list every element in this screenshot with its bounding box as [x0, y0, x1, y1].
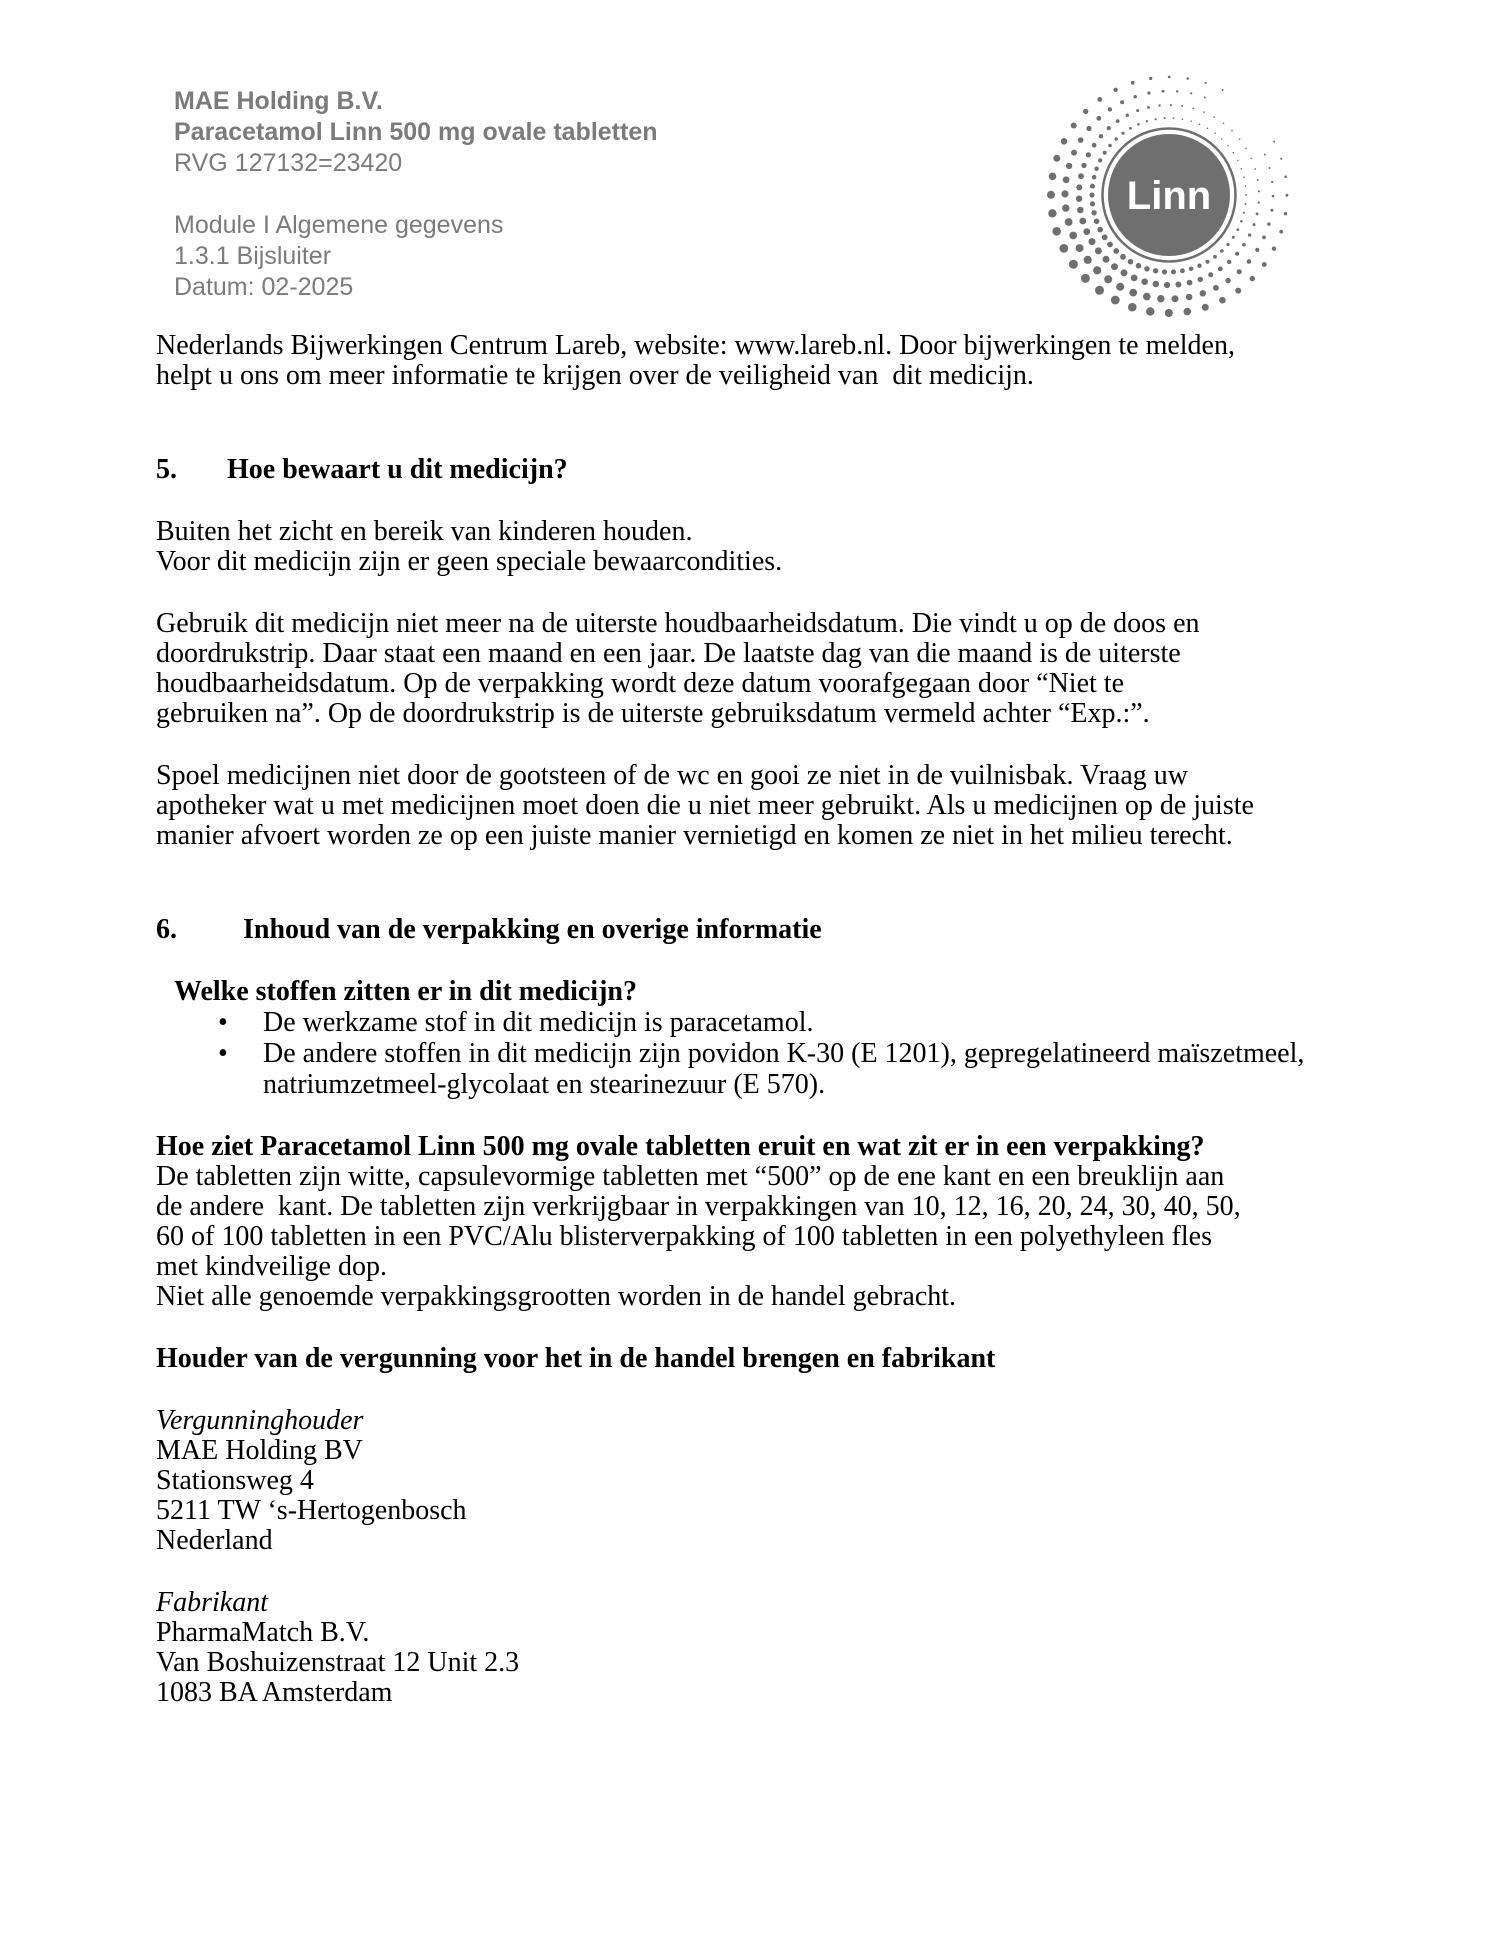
body-line: Niet alle genoemde verpakkingsgrootten worden in de handel gebracht. [156, 1281, 957, 1312]
bullet-text [263, 1038, 1304, 1100]
section-6-heading [156, 915, 1456, 945]
body-line: met kindveilige dop. [156, 1251, 387, 1282]
spacer [156, 391, 1456, 455]
body-line: De werkzame stof in dit medicijn is paracetamol. [263, 1007, 814, 1038]
header-date: Datum: 02-2025 [174, 273, 354, 301]
body-line: Spoel medicijnen niet door de gootsteen of de wc en gooi ze niet in de vuilnisbak. Vraag uw [156, 760, 1188, 791]
linn-logo [1047, 55, 1297, 317]
spacer [156, 945, 1456, 977]
subsection-title-houder: Houder van de vergunning voor het in de handel brengen en fabrikant [156, 1343, 996, 1374]
spacer [156, 851, 1456, 915]
bullet-icon: • [218, 1007, 228, 1038]
address-line: PharmaMatch B.V. [156, 1617, 370, 1648]
spacer [156, 729, 1456, 761]
address-line: 1083 BA Amsterdam [156, 1677, 393, 1708]
subsection-welke-stoffen [174, 977, 1456, 1100]
address-line: 5211 TW ‘s-Hertogenbosch [156, 1495, 467, 1526]
body-line: Buiten het zicht en bereik van kinderen houden. [156, 516, 693, 547]
header-product-title: Paracetamol Linn 500 mg ovale tabletten [174, 118, 658, 146]
address-line: Stationsweg 4 [156, 1465, 314, 1496]
section-number: 6. [156, 914, 177, 945]
paragraph-hoe-ziet [156, 1132, 1456, 1312]
body-line: 60 of 100 tabletten in een PVC/Alu blisterverpakking of 100 tabletten in een polyethyleen fles [156, 1221, 1212, 1252]
manufacturer-label: Fabrikant [156, 1587, 268, 1618]
body-line: houdbaarheidsdatum. Op de verpakking wordt deze datum voorafgegaan door “Niet te [156, 668, 1124, 699]
body-line: De tabletten zijn witte, capsulevormige tabletten met “500” op de ene kant en een breuklijn aan [156, 1161, 1225, 1192]
spacer [156, 1556, 1456, 1588]
bullet-item [174, 1007, 1456, 1038]
manufacturer-block [156, 1588, 1456, 1708]
subsection-title: Hoe ziet Paracetamol Linn 500 mg ovale tabletten eruit en wat zit er in een verpakking? [156, 1131, 1205, 1162]
body-line: Nederlands Bijwerkingen Centrum Lareb, website: www.lareb.nl. Door bijwerkingen te melden, [156, 330, 1235, 361]
paragraph-houdbaarheid [156, 609, 1456, 729]
header-module: Module I Algemene gegevens [174, 211, 504, 239]
body-line: doordrukstrip. Daar staat een maand en een jaar. De laatste dag van die maand is de uiterste [156, 638, 1181, 669]
address-line: MAE Holding BV [156, 1435, 363, 1466]
logo-text: Linn [1126, 174, 1212, 218]
section-title: Hoe bewaart u dit medicijn? [227, 454, 568, 485]
body-line: De andere stoffen in dit medicijn zijn povidon K-30 (E 1201), gepregelatineerd maïszetmeel, [263, 1038, 1305, 1069]
body-line: gebruiken na”. Op de doordrukstrip is de uiterste gebruiksdatum vermeld achter “Exp.:”. [156, 698, 1150, 729]
header-spacer [174, 179, 658, 210]
paragraph-lareb [156, 331, 1456, 391]
address-line: Nederland [156, 1525, 273, 1556]
body-line: natriumzetmeel-glycolaat en stearinezuur (E 570). [263, 1069, 826, 1100]
header-subsection: 1.3.1 Bijsluiter [174, 242, 332, 270]
body-line: apotheker wat u met medicijnen moet doen die u niet meer gebruikt. Als u medicijnen op de juiste [156, 790, 1254, 821]
license-holder-block [156, 1406, 1456, 1556]
section-number: 5. [156, 454, 177, 485]
header-rvg-number: RVG 127132=23420 [174, 149, 403, 177]
spacer [156, 1374, 1456, 1406]
address-line: Van Boshuizenstraat 12 Unit 2.3 [156, 1647, 520, 1678]
paragraph-bewaren [156, 517, 1456, 577]
document-header [174, 86, 658, 303]
body-line: Gebruik dit medicijn niet meer na de uiterste houdbaarheidsdatum. Die vindt u op de doos en [156, 608, 1200, 639]
body-line: Voor dit medicijn zijn er geen speciale bewaarcondities. [156, 546, 783, 577]
license-holder-label: Vergunninghouder [156, 1405, 364, 1436]
header-company: MAE Holding B.V. [174, 87, 383, 115]
spacer [156, 1100, 1456, 1132]
spacer [156, 485, 1456, 517]
linn-logo-graphic [1047, 55, 1297, 317]
bullet-item [174, 1038, 1456, 1100]
body-line: de andere kant. De tabletten zijn verkrijgbaar in verpakkingen van 10, 12, 16, 20, 24, 30, 40, 50, [156, 1191, 1241, 1222]
spacer [156, 577, 1456, 609]
subsection-title: Welke stoffen zitten er in dit medicijn? [174, 976, 637, 1007]
bullet-text [263, 1007, 813, 1038]
section-title: Inhoud van de verpakking en overige informatie [243, 914, 822, 945]
paragraph-spoel [156, 761, 1456, 851]
bullet-icon: • [218, 1038, 228, 1069]
body-line: manier afvoert worden ze op een juiste manier vernietigd en komen ze niet in het milieu terecht. [156, 820, 1233, 851]
section-5-heading [156, 455, 1456, 485]
body-line: helpt u ons om meer informatie te krijgen over de veiligheid van dit medicijn. [156, 360, 1034, 391]
spacer [156, 1312, 1456, 1344]
document-body [156, 331, 1456, 1708]
